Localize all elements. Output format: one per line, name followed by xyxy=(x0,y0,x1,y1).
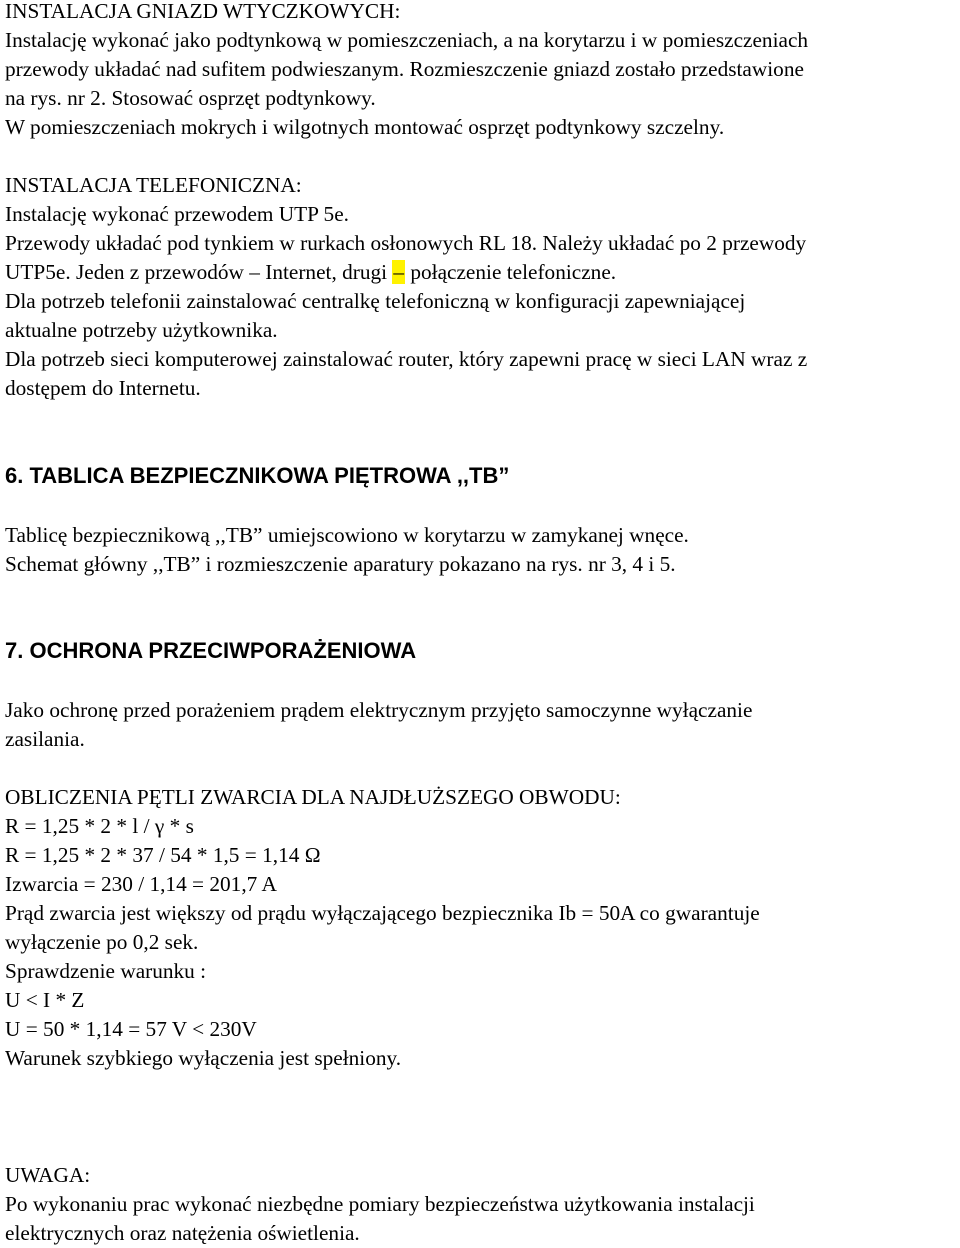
sockets-line: przewody układać nad sufitem podwieszanym. Rozmieszczenie gniazd zostało przedstawione xyxy=(5,57,804,81)
phone-line-with-highlight xyxy=(5,258,616,287)
calculations-heading: OBLICZENIA PĘTLI ZWARCIA DLA NAJDŁUŻSZEGO OBWODU: xyxy=(5,785,621,809)
section6-line: Schemat główny ,,TB” i rozmieszczenie aparatury pokazano na rys. nr 3, 4 i 5. xyxy=(5,552,676,576)
calculations-line: Warunek szybkiego wyłączenia jest spełniony. xyxy=(5,1046,402,1070)
calculations-line: R = 1,25 * 2 * 37 / 54 * 1,5 = 1,14 Ω xyxy=(5,843,321,867)
section7-line: Jako ochronę przed porażeniem prądem elektrycznym przyjęto samoczynne wyłączanie xyxy=(5,698,753,722)
calculations-line: Sprawdzenie warunku : xyxy=(5,959,207,983)
phone-line: aktualne potrzeby użytkownika. xyxy=(5,318,278,342)
calculations-line: Izwarcia = 230 / 1,14 = 201,7 A xyxy=(5,872,277,896)
note-heading: UWAGA: xyxy=(5,1163,91,1187)
phone-heading: INSTALACJA TELEFONICZNA: xyxy=(5,173,302,197)
phone-line: Przewody układać pod tynkiem w rurkach osłonowych RL 18. Należy układać po 2 przewody xyxy=(5,231,807,255)
calculations-line: wyłączenie po 0,2 sek. xyxy=(5,930,199,954)
phone-line-part: UTP5e. Jeden z przewodów – Internet, drugi xyxy=(5,260,393,284)
highlighted-dash: – xyxy=(393,260,405,284)
sockets-line: Instalację wykonać jako podtynkową w pomieszczeniach, a na korytarzu i w pomieszczeniach xyxy=(5,28,809,52)
calculations-line: U < I * Z xyxy=(5,988,85,1012)
calculations-line: R = 1,25 * 2 * l / γ * s xyxy=(5,814,194,838)
section6-line: Tablicę bezpiecznikową ,,TB” umiejscowiono w korytarzu w zamykanej wnęce. xyxy=(5,523,689,547)
section6-heading: 6. TABLICA BEZPIECZNIKOWA PIĘTROWA ,,TB” xyxy=(5,463,510,488)
phone-line-part: połączenie telefoniczne. xyxy=(410,260,617,284)
section7-line: zasilania. xyxy=(5,727,85,751)
calculations-line: Prąd zwarcia jest większy od prądu wyłączającego bezpiecznika Ib = 50A co gwarantuje xyxy=(5,901,760,925)
phone-line: Instalację wykonać przewodem UTP 5e. xyxy=(5,202,349,226)
note-line: elektrycznych oraz natężenia oświetlenia. xyxy=(5,1221,360,1245)
section7-heading: 7. OCHRONA PRZECIWPORAŻENIOWA xyxy=(5,638,417,663)
calculations-line: U = 50 * 1,14 = 57 V < 230V xyxy=(5,1017,257,1041)
phone-line: Dla potrzeb sieci komputerowej zainstalować router, który zapewni pracę w sieci LAN wraz z xyxy=(5,347,808,371)
phone-line: dostępem do Internetu. xyxy=(5,376,201,400)
sockets-line: W pomieszczeniach mokrych i wilgotnych montować osprzęt podtynkowy szczelny. xyxy=(5,115,725,139)
phone-line: Dla potrzeb telefonii zainstalować centralkę telefoniczną w konfiguracji zapewniającej xyxy=(5,289,746,313)
sockets-heading: INSTALACJA GNIAZD WTYCZKOWYCH: xyxy=(5,0,401,23)
sockets-line: na rys. nr 2. Stosować osprzęt podtynkowy. xyxy=(5,86,376,110)
note-line: Po wykonaniu prac wykonać niezbędne pomiary bezpieczeństwa użytkowania instalacji xyxy=(5,1192,755,1216)
